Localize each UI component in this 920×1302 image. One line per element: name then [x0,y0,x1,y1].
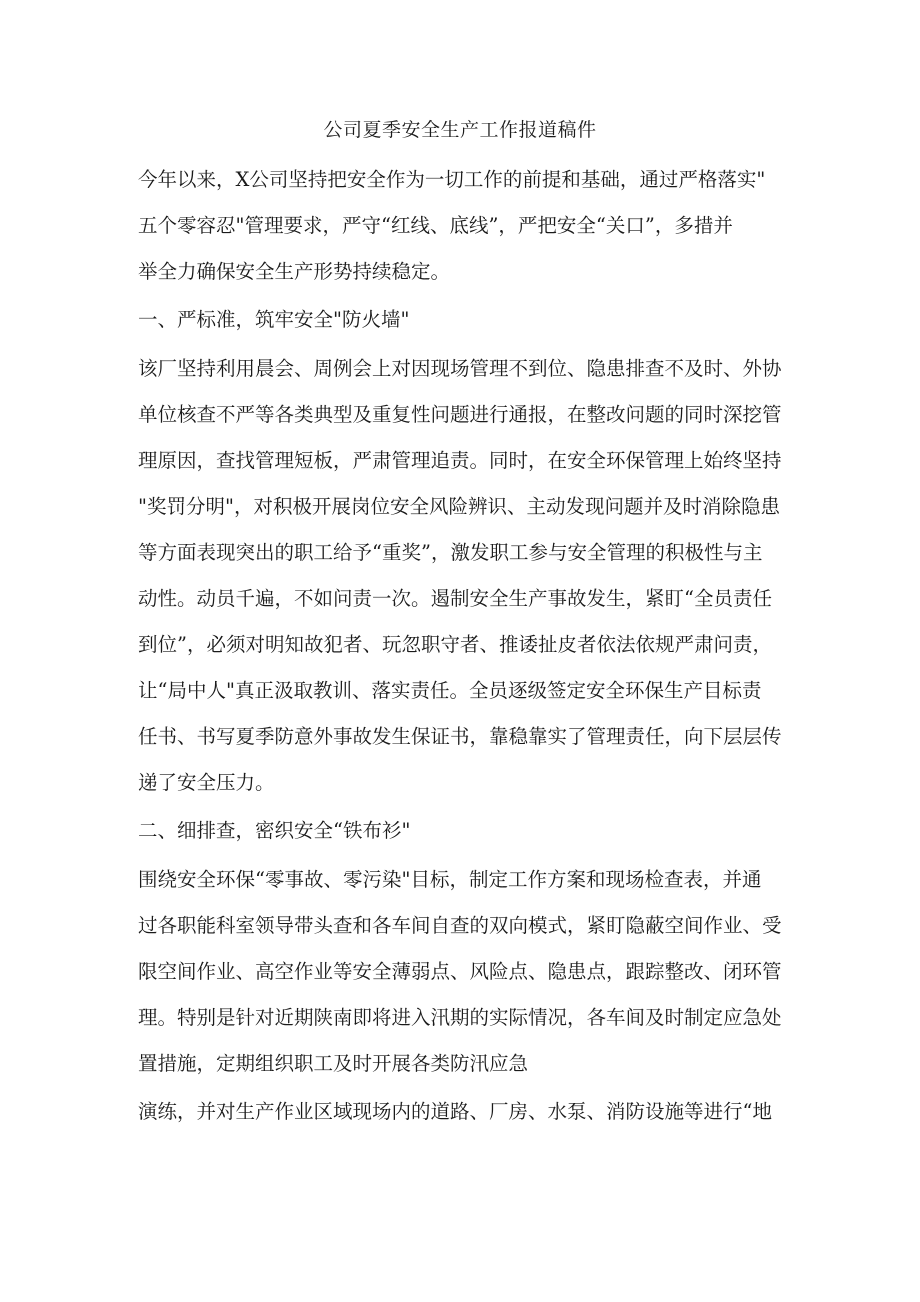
section-heading-1: 一、严标准，筑牢安全"防火墙" [138,308,410,331]
paragraph-line: 五个零容忍"管理要求，严守“红线、底线”，严把安全“关口”，多措并 [138,214,733,237]
paragraph-line: 递了安全压力。 [138,771,275,794]
paragraph-line: "奖罚分明"，对积极开展岗位安全风险辨识、主动发现问题并及时消除隐患 [138,495,780,518]
paragraph-line: 演练，并对生产作业区域现场内的道路、厂房、水泵、消防设施等进行“地 [138,1100,772,1123]
paragraph-line: 让“局中人"真正汲取教训、落实责任。全员逐级签定安全环保生产目标责 [138,679,762,702]
paragraph-line: 到位”，必须对明知故犯者、玩忽职守者、推诿扯皮者依法依规严肃问责， [138,633,772,656]
paragraph-line: 过各职能科室领导带头查和各车间自查的双向模式，紧盯隐蔽空间作业、受 [138,914,782,937]
document-title: 公司夏季安全生产工作报道稿件 [323,119,597,141]
section-heading-2: 二、细排查，密织安全“铁布衫" [138,819,411,842]
paragraph-line: 举全力确保安全生产形势持续稳定。 [138,260,451,283]
paragraph-line: 理。特别是针对近期陕南即将进入汛期的实际情况，各车间及时制定应急处 [138,1006,782,1029]
paragraph-line: 围绕安全环保“零事故、零污染"目标，制定工作方案和现场检查表，并通 [138,868,762,891]
paragraph-line: 任书、书写夏季防意外事故发生保证书，靠稳靠实了管理责任，向下层层传 [138,725,782,748]
paragraph-line: 限空间作业、高空作业等安全薄弱点、风险点、隐患点，跟踪整改、闭环管 [138,960,782,983]
paragraph-line: 单位核查不严等各类典型及重复性问题进行通报，在整改问题的同时深挖管 [138,403,782,426]
paragraph-line: 等方面表现突出的职工给予“重奖”，激发职工参与安全管理的积极性与主 [138,541,763,564]
paragraph-line: 理原因，查找管理短板，严肃管理追责。同时，在安全环保管理上始终坚持 [138,449,782,472]
paragraph-line: 置措施，定期组织职工及时开展各类防汛应急 [138,1052,529,1075]
paragraph-line: 动性。动员千遍，不如问责一次。遏制安全生产事故发生，紧盯“全员责任 [138,587,772,610]
paragraph-line: 今年以来，X公司坚持把安全作为一切工作的前提和基础，通过严格落实" [138,168,766,191]
paragraph-line: 该厂坚持利用晨会、周例会上对因现场管理不到位、隐患排查不及时、外协 [138,357,782,380]
